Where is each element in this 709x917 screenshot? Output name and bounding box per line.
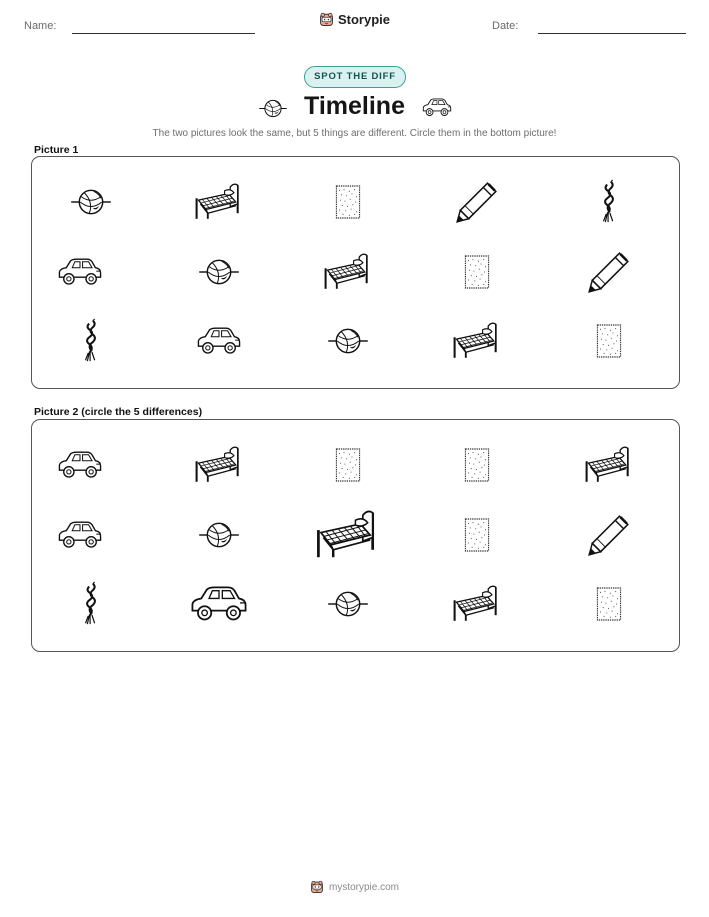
storypie-logo-icon [319,12,334,27]
paper-icon [461,252,493,292]
picture-1-panel [31,156,680,389]
ball-icon[interactable] [197,517,241,553]
footer-url[interactable]: mystorypie.com [328,881,399,893]
bed-icon[interactable] [581,444,637,486]
car-icon[interactable] [56,449,104,481]
bed-icon[interactable] [311,506,385,564]
date-label: Date: [492,20,519,32]
paper-icon [332,182,364,222]
picture-1-label: Picture 1 [34,144,79,156]
car-icon[interactable] [56,519,104,551]
picture-2-label: Picture 2 (circle the 5 differences) [34,406,203,418]
rope-icon [598,178,620,226]
ball-icon [69,184,113,220]
car-icon [56,256,104,288]
pencil-icon [586,249,632,295]
rope-icon[interactable] [80,580,102,628]
page-title: Timeline [304,92,405,120]
paper-icon[interactable] [593,584,625,624]
car-icon [195,325,243,357]
rope-icon [80,317,102,365]
ball-icon[interactable] [326,586,370,622]
picture-2-panel[interactable] [31,419,680,652]
paper-icon[interactable] [332,445,364,485]
pencil-icon[interactable] [586,512,632,558]
storypie-logo-icon [310,880,324,894]
date-line[interactable] [538,33,686,34]
bed-icon [191,181,247,223]
ball-icon [326,323,370,359]
bed-icon[interactable] [449,583,505,625]
ball-icon [197,254,241,290]
paper-icon[interactable] [461,515,493,555]
bed-icon[interactable] [191,444,247,486]
brand-name: Storypie [337,12,390,27]
bed-icon [449,320,505,362]
car-icon[interactable] [188,583,250,625]
instructions: The two pictures look the same, but 5 things are different. Circle them in the bottom picture! [152,128,557,139]
name-line[interactable] [72,33,255,34]
paper-icon [593,321,625,361]
car-icon [421,97,453,118]
pencil-icon [454,179,500,225]
paper-icon[interactable] [461,445,493,485]
spot-the-diff-badge: SPOT THE DIFF [304,66,406,88]
bed-icon [320,251,376,293]
name-label: Name: [24,20,57,32]
